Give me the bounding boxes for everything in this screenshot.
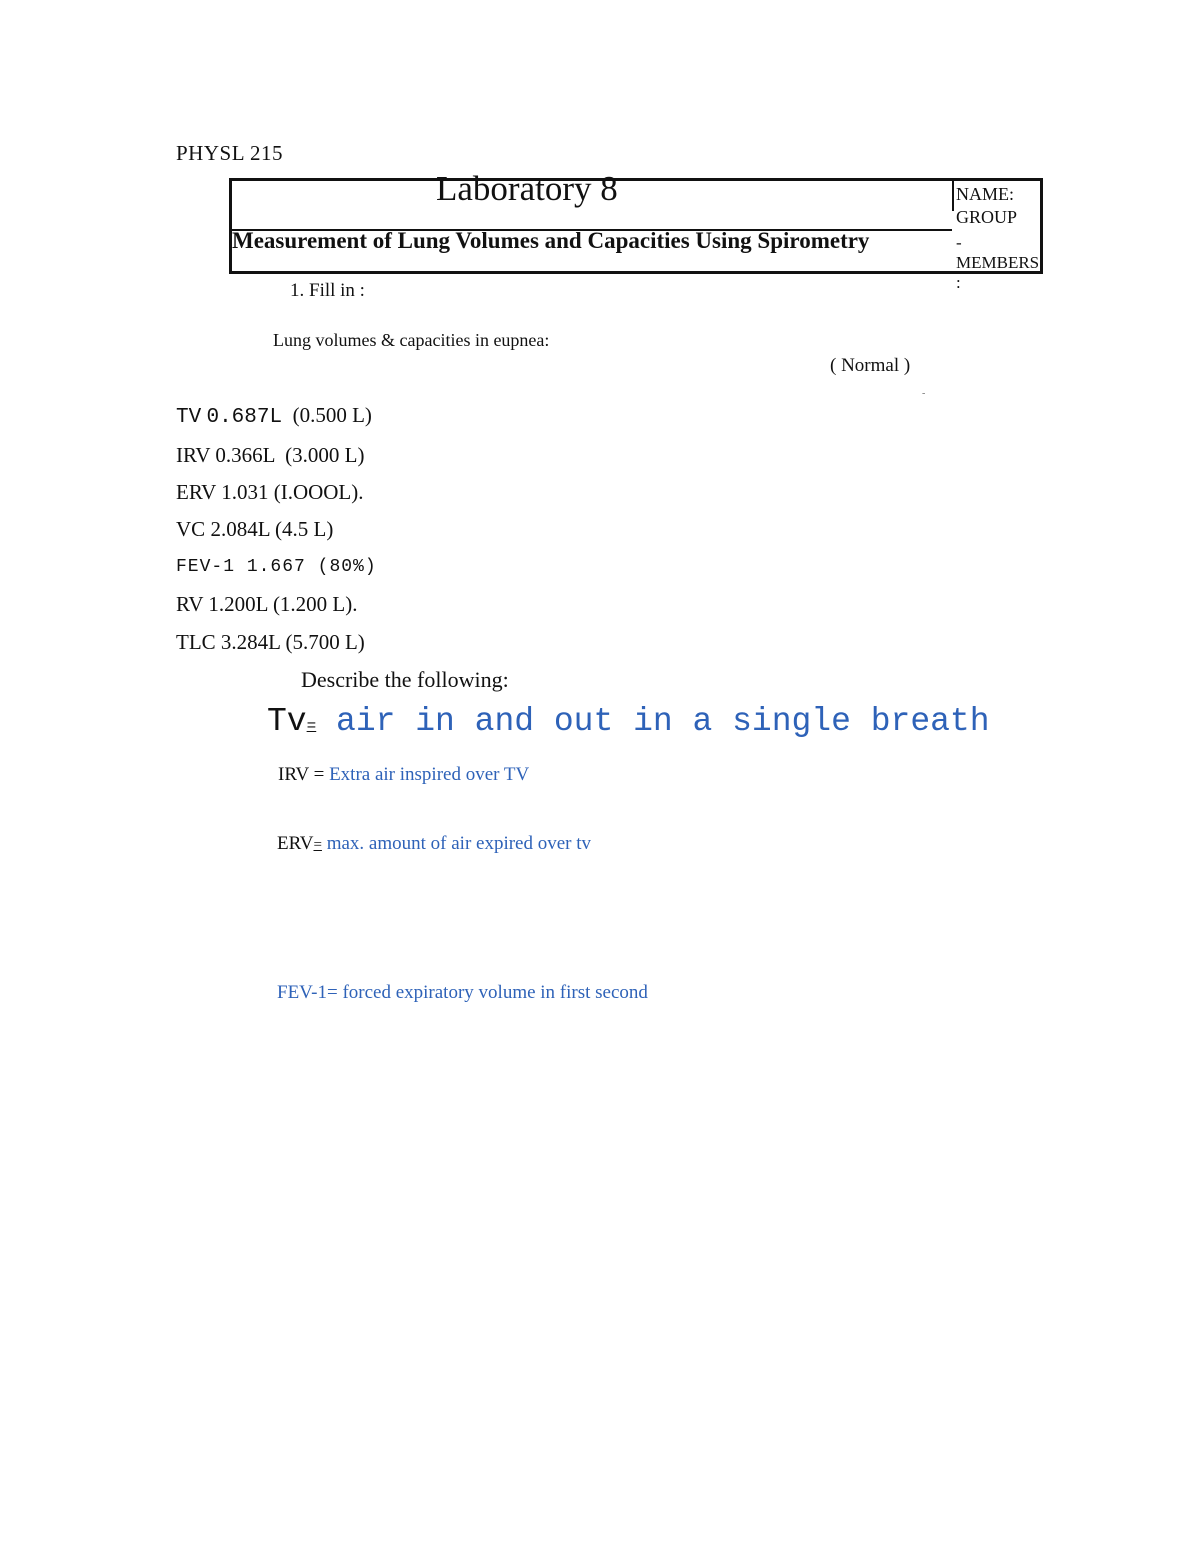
name-group-label [956, 183, 1017, 229]
members-label-line2: : [956, 273, 961, 292]
describe-heading: Describe the following: [301, 667, 509, 692]
definition-equals: = [306, 717, 317, 735]
measurement-row-rv [176, 592, 358, 617]
measurement-normal: (80%) [317, 557, 377, 577]
measurement-normal: (I.OOOL). [273, 480, 364, 504]
members-label-line1: -MEMBERS [956, 233, 1040, 272]
measurement-value: 1.200L [208, 592, 268, 616]
measurement-value: 0.366L [215, 443, 275, 467]
stray-dash: - [922, 388, 926, 399]
definition-irv [278, 764, 529, 786]
measurement-label: TLC [176, 630, 216, 654]
definition-fev1: FEV-1= forced expiratory volume in first second [277, 982, 648, 1003]
definition-term: Tv [267, 703, 307, 740]
measurement-label: TV [176, 406, 202, 429]
measurement-row-irv [176, 443, 365, 468]
measurement-value: 1.667 [246, 557, 306, 577]
measurement-row-fev1 [176, 557, 377, 577]
measurement-normal: (0.500 L) [292, 403, 372, 427]
fill-in-heading: 1. Fill in : [290, 280, 365, 301]
measurement-value: 0.687L [206, 406, 283, 429]
group-label: GROUP [956, 207, 1018, 227]
measurement-value: 2.084L [210, 517, 270, 541]
measurement-row-tv [176, 403, 372, 429]
measurement-row-tlc [176, 630, 365, 655]
measurement-label: ERV [176, 480, 216, 504]
measurement-label: RV [176, 592, 204, 616]
lab-subtitle: Measurement of Lung Volumes and Capacities Using Spirometry [232, 228, 870, 253]
definition-text: max. amount of air expired over tv [326, 833, 592, 854]
normal-column-label: ( Normal ) [830, 355, 911, 376]
header-vertical-line [952, 181, 954, 211]
measurement-normal: (3.000 L) [285, 443, 365, 467]
definition-equals: = [313, 837, 322, 853]
measurement-row-vc [176, 517, 333, 542]
measurement-normal: (4.5 L) [275, 517, 334, 541]
definition-erv [277, 833, 591, 855]
measurement-normal: (1.200 L). [272, 592, 358, 616]
definition-tv [267, 703, 990, 740]
name-label: NAME: [956, 184, 1014, 204]
course-code: PHYSL 215 [176, 141, 283, 165]
measurement-label: VC [176, 517, 206, 541]
measurement-value: 1.031 [221, 480, 269, 504]
members-label [956, 233, 1040, 293]
measurement-label: IRV [176, 443, 211, 467]
definition-text: Extra air inspired over TV [329, 764, 530, 785]
definition-term: IRV = [278, 764, 325, 785]
measurement-normal: (5.700 L) [285, 630, 365, 654]
measurement-row-erv [176, 480, 364, 505]
measurement-value: 3.284L [220, 630, 281, 654]
definition-text: air in and out in a single breath [336, 703, 990, 740]
measurement-label: FEV-1 [176, 557, 236, 577]
lab-title: Laboratory 8 [436, 169, 618, 208]
eupnea-subheading: Lung volumes & capacities in eupnea: [273, 330, 550, 350]
definition-term: ERV [277, 833, 314, 854]
